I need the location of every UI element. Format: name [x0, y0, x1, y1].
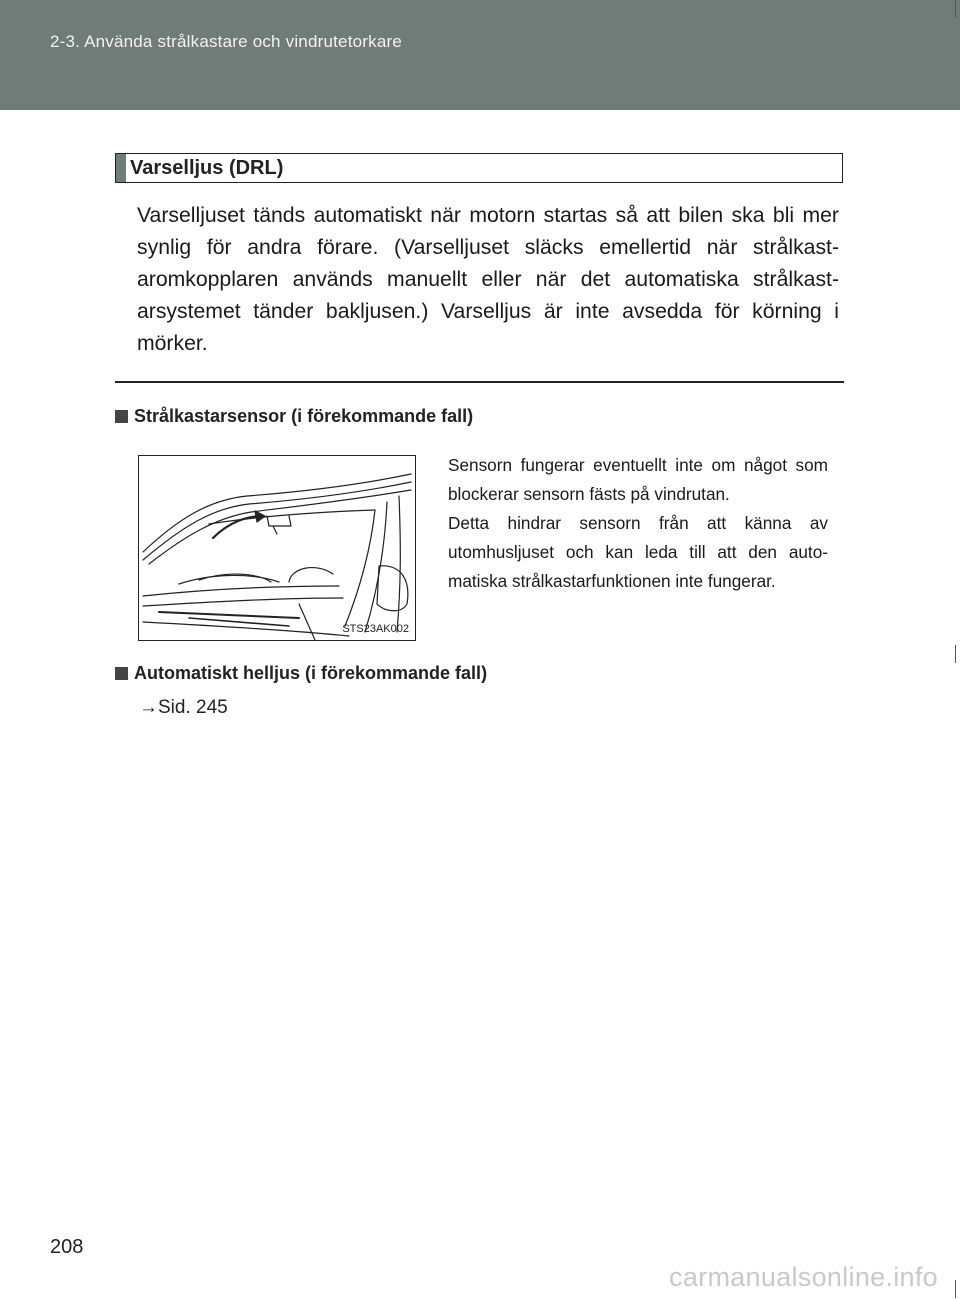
figure-code: STS23AK002: [342, 623, 409, 635]
car-interior-drawing: [139, 456, 415, 640]
section-divider: [115, 381, 844, 383]
page-reference-link[interactable]: Sid. 245: [158, 697, 228, 718]
section-title: Varselljus (DRL): [130, 157, 284, 179]
section-title-box: [115, 153, 843, 183]
crop-mark-bottom: [955, 1280, 956, 1298]
drl-description: Varselljuset tänds automatiskt när motorn startas så att bilen ska bli mer synlig för andra förare. (Varselljuset släcks emellertid när strålkast-aromkopplaren används manuellt eller när det automatiska strålkast-arsystemet tänder bakljusen.) Varselljus är inte avsedda för körning i mörker.: [137, 204, 839, 355]
auto-highbeam-heading: [115, 663, 487, 684]
page-reference: [139, 697, 228, 719]
bullet-square-icon: [115, 410, 128, 423]
sensor-heading: [115, 406, 473, 427]
section-title-accent: [116, 154, 126, 182]
sensor-note-1: Sensorn fungerar eventuellt inte om något som blockerar sensorn fästs på vindrutan.: [448, 455, 828, 504]
header-band: [0, 0, 960, 110]
site-watermark: carmanualsonline.info: [669, 1262, 938, 1292]
chapter-breadcrumb: 2-3. Använda strålkastare och vindrutetorkare: [50, 32, 403, 51]
sensor-heading-text: Strålkastarsensor (i förekommande fall): [134, 406, 474, 426]
sensor-note-2: Detta hindrar sensorn från att känna av utomhusljuset och kan leda till att den auto-matiska strålkastarfunktionen inte fungerar.: [448, 513, 828, 591]
crop-mark-top: [955, 0, 956, 18]
windshield-sensor-illustration: [138, 455, 416, 641]
auto-highbeam-heading-text: Automatiskt helljus (i förekommande fall): [134, 663, 488, 683]
crop-mark-middle: [955, 645, 956, 663]
bullet-square-icon: [115, 667, 128, 680]
page-number: 208: [50, 1236, 84, 1258]
arrow-right-icon: →: [139, 697, 158, 718]
